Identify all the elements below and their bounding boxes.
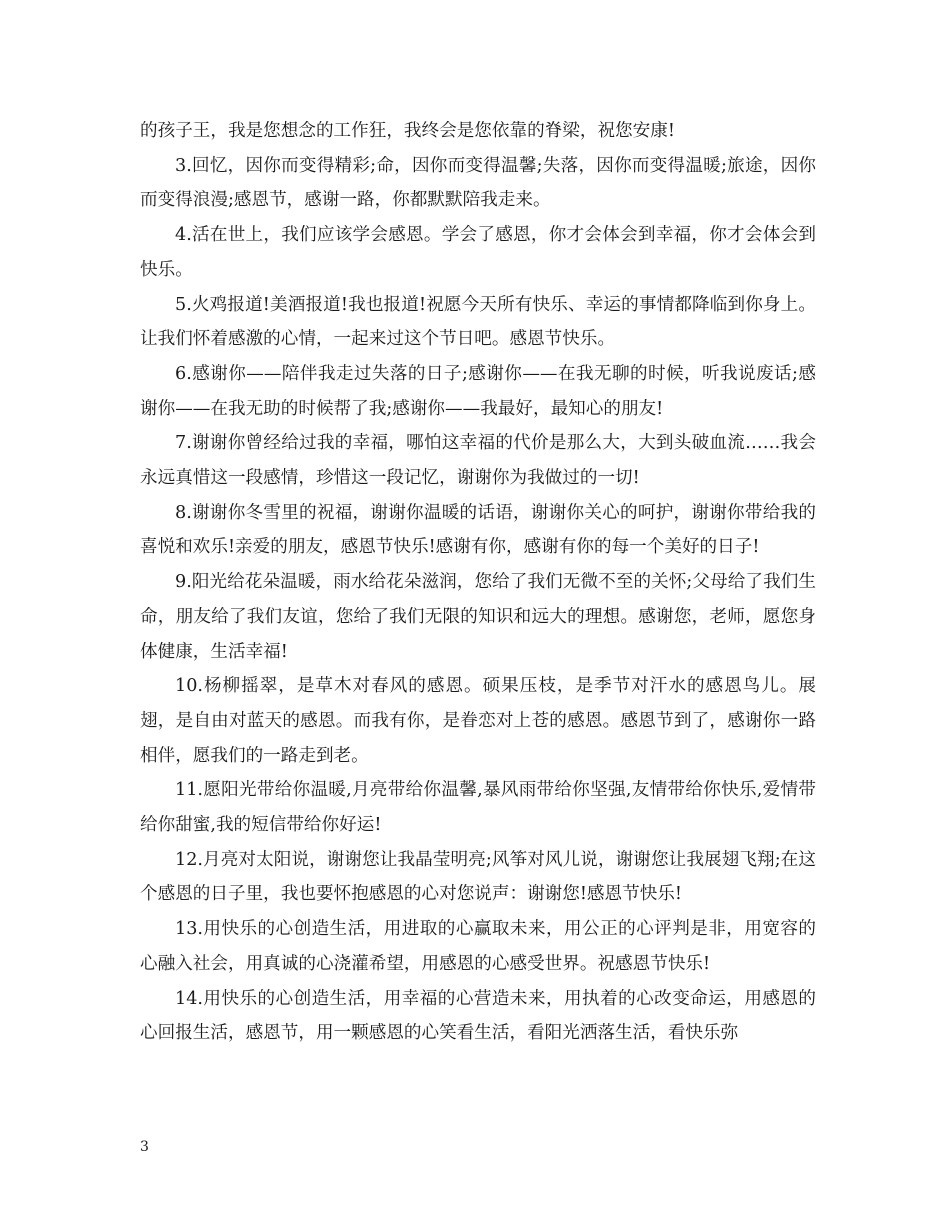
paragraph-8: 8.谢谢你冬雪里的祝福，谢谢你温暖的话语，谢谢你关心的呵护，谢谢你带给我的喜悦和欢乐!亲爱的朋友，感恩节快乐!感谢有你，感谢有你的每一个美好的日子!	[140, 502, 816, 558]
paragraph-4: 4.活在世上，我们应该学会感恩。学会了感恩，你才会体会到幸福，你才会体会到快乐。	[140, 225, 816, 280]
paragraph-6: 6.感谢你——陪伴我走过失落的日子;感谢你——在我无聊的时候，听我说废话;感谢你——在我无助的时候帮了我;感谢你——我最好，最知心的朋友!	[140, 363, 816, 419]
paragraph-3: 3.回忆，因你而变得精彩;命，因你而变得温馨;失落，因你而变得温暖;旅途，因你而变得浪漫;感恩节，感谢一路，你都默默陪我走来。	[140, 155, 816, 211]
paragraph-10: 10.杨柳摇翠，是草木对春风的感恩。硕果压枝，是季节对汗水的感恩鸟儿。展翅，是自由对蓝天的感恩。而我有你，是眷恋对上苍的感恩。感恩节到了，感谢你一路相伴，愿我们的一路走到老。	[140, 676, 816, 766]
paragraph-5: 5.火鸡报道!美酒报道!我也报道!祝愿今天所有快乐、幸运的事情都降临到你身上。让我们怀着感激的心情，一起来过这个节日吧。感恩节快乐。	[140, 294, 816, 350]
document-body	[140, 114, 816, 1051]
paragraph-11: 11.愿阳光带给你温暖,月亮带给你温馨,暴风雨带给你坚强,友情带给你快乐,爱情带给你甜蜜,我的短信带给你好运!	[140, 780, 816, 836]
paragraph-7: 7.谢谢你曾经给过我的幸福，哪怕这幸福的代价是那么大，大到头破血流……我会永远真惜这一段感情，珍惜这一段记忆，谢谢你为我做过的一切!	[140, 433, 816, 489]
paragraph-9: 9.阳光给花朵温暖，雨水给花朵滋润，您给了我们无微不至的关怀;父母给了我们生命，朋友给了我们友谊，您给了我们无限的知识和远大的理想。感谢您，老师，愿您身体健康，生活幸福!	[140, 572, 816, 662]
page-number: 3	[140, 1139, 149, 1155]
continuation-paragraph: 的孩子王，我是您想念的工作狂，我终会是您依靠的脊梁，祝您安康!	[140, 121, 675, 141]
paragraph-14: 14.用快乐的心创造生活，用幸福的心营造未来，用执着的心改变命运，用感恩的心回报生活，感恩节，用一颗感恩的心笑看生活，看阳光洒落生活，看快乐弥	[140, 988, 816, 1044]
paragraph-13: 13.用快乐的心创造生活，用进取的心赢取未来，用公正的心评判是非，用宽容的心融入社会，用真诚的心浇灌希望，用感恩的心感受世界。祝感恩节快乐!	[140, 919, 816, 974]
paragraph-12: 12.月亮对太阳说，谢谢您让我晶莹明亮;风筝对风儿说，谢谢您让我展翅飞翔;在这个感恩的日子里，我也要怀抱感恩的心对您说声：谢谢您!感恩节快乐!	[140, 849, 816, 905]
